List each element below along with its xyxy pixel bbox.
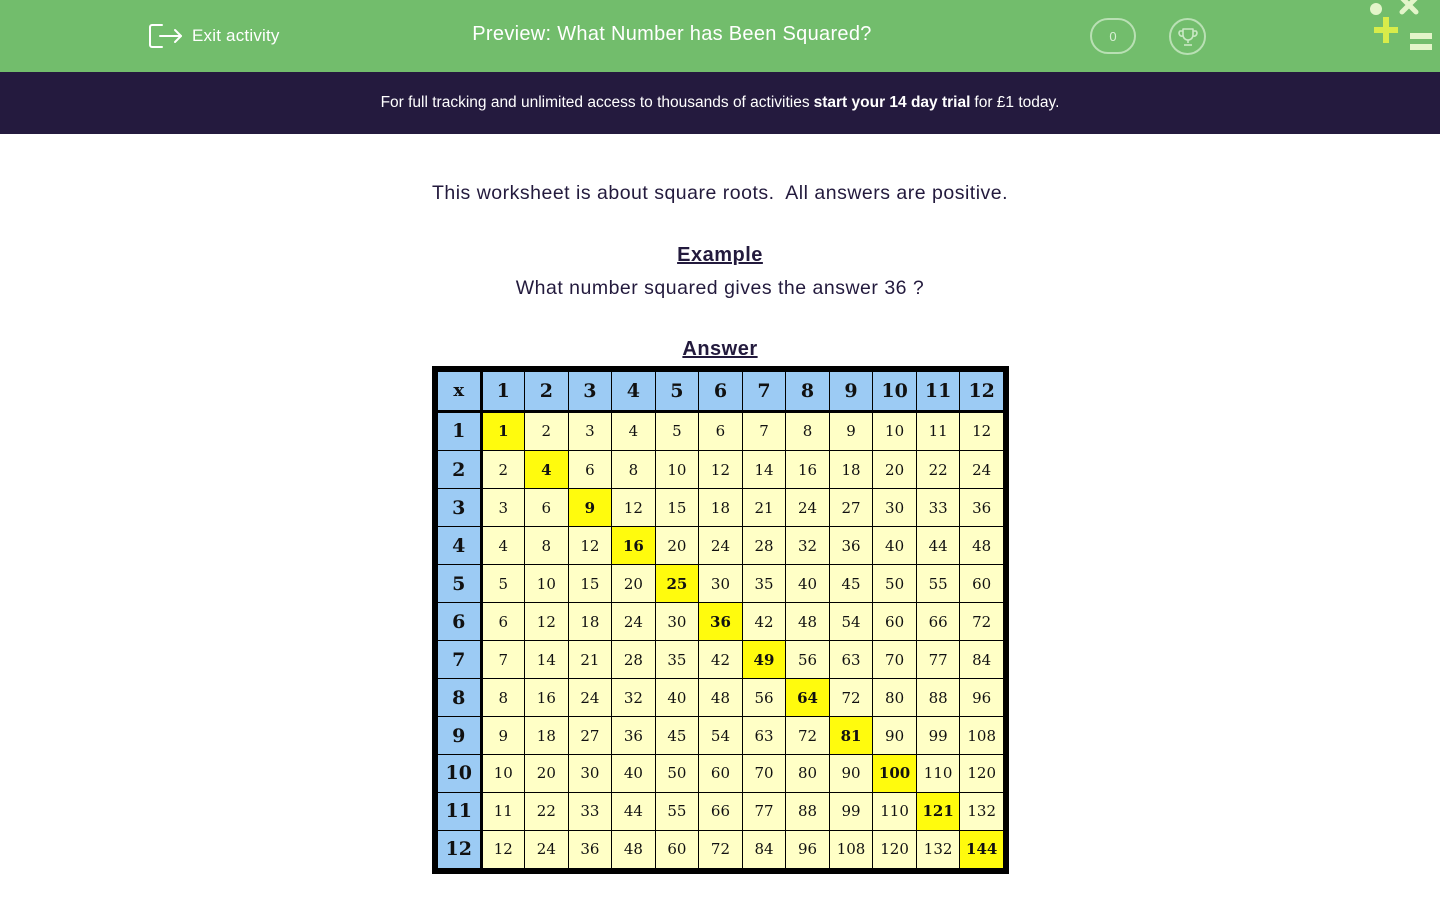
grid-row-header: 4 bbox=[438, 527, 482, 565]
multiplication-grid bbox=[432, 366, 1009, 874]
grid-cell: 88 bbox=[916, 679, 960, 717]
grid-row-header: 11 bbox=[438, 792, 482, 830]
grid-cell: 45 bbox=[655, 717, 699, 755]
grid-cell: 28 bbox=[612, 641, 656, 679]
grid-row-header: 5 bbox=[438, 565, 482, 603]
grid-cell: 3 bbox=[481, 489, 525, 527]
grid-column-header: 7 bbox=[742, 372, 786, 412]
grid-cell: 48 bbox=[612, 830, 656, 868]
exit-activity-label: Exit activity bbox=[192, 26, 280, 45]
grid-cell: 56 bbox=[742, 679, 786, 717]
grid-cell: 9 bbox=[481, 717, 525, 755]
grid-cell: 33 bbox=[916, 489, 960, 527]
grid-cell: 7 bbox=[481, 641, 525, 679]
grid-cell: 24 bbox=[699, 527, 743, 565]
grid-cell: 120 bbox=[873, 830, 917, 868]
grid-cell: 12 bbox=[568, 527, 612, 565]
grid-cell: 96 bbox=[960, 679, 1004, 717]
grid-cell: 4 bbox=[612, 411, 656, 451]
grid-cell: 18 bbox=[568, 603, 612, 641]
grid-row bbox=[438, 641, 1004, 679]
grid-column-header: 1 bbox=[481, 372, 525, 412]
grid-cell: 70 bbox=[742, 755, 786, 793]
grid-column-header: 10 bbox=[873, 372, 917, 412]
grid-cell: 77 bbox=[742, 792, 786, 830]
plus-times-equals-logo-icon bbox=[1360, 0, 1440, 60]
grid-cell: 50 bbox=[655, 755, 699, 793]
grid-cell: 24 bbox=[525, 830, 569, 868]
grid-cell: 18 bbox=[699, 489, 743, 527]
banner-text: For full tracking and unlimited access to thousands of activities bbox=[380, 94, 810, 111]
grid-cell: 72 bbox=[699, 830, 743, 868]
grid-cell: 84 bbox=[742, 830, 786, 868]
grid-column-header: 11 bbox=[916, 372, 960, 412]
grid-row-header: 12 bbox=[438, 830, 482, 868]
grid-cell: 42 bbox=[699, 641, 743, 679]
grid-cell: 72 bbox=[960, 603, 1004, 641]
grid-row bbox=[438, 411, 1004, 451]
grid-cell: 33 bbox=[568, 792, 612, 830]
grid-cell: 8 bbox=[786, 411, 830, 451]
grid-cell: 12 bbox=[481, 830, 525, 868]
trophy-icon bbox=[1177, 26, 1199, 48]
grid-cell: 35 bbox=[742, 565, 786, 603]
grid-cell: 2 bbox=[525, 411, 569, 451]
grid-cell: 72 bbox=[829, 679, 873, 717]
grid-cell: 96 bbox=[786, 830, 830, 868]
grid-cell: 84 bbox=[960, 641, 1004, 679]
grid-cell: 22 bbox=[525, 792, 569, 830]
grid-column-header: 3 bbox=[568, 372, 612, 412]
grid-square-cell: 36 bbox=[699, 603, 743, 641]
grid-cell: 90 bbox=[873, 717, 917, 755]
grid-cell: 40 bbox=[873, 527, 917, 565]
grid-cell: 66 bbox=[699, 792, 743, 830]
grid-cell: 132 bbox=[960, 792, 1004, 830]
grid-cell: 60 bbox=[699, 755, 743, 793]
grid-cell: 32 bbox=[786, 527, 830, 565]
grid-row bbox=[438, 527, 1004, 565]
grid-cell: 28 bbox=[742, 527, 786, 565]
grid-cell: 5 bbox=[481, 565, 525, 603]
grid-cell: 54 bbox=[829, 603, 873, 641]
grid-cell: 70 bbox=[873, 641, 917, 679]
grid-cell: 108 bbox=[960, 717, 1004, 755]
banner-price-text: for £1 today. bbox=[974, 94, 1060, 111]
grid-cell: 12 bbox=[960, 411, 1004, 451]
grid-row-header: 10 bbox=[438, 755, 482, 793]
grid-cell: 8 bbox=[612, 451, 656, 489]
grid-cell: 18 bbox=[525, 717, 569, 755]
grid-cell: 36 bbox=[960, 489, 1004, 527]
grid-square-cell: 25 bbox=[655, 565, 699, 603]
grid-cell: 21 bbox=[742, 489, 786, 527]
grid-square-cell: 100 bbox=[873, 755, 917, 793]
answer-heading: Answer bbox=[682, 338, 758, 360]
grid-column-header: 6 bbox=[699, 372, 743, 412]
grid-cell: 42 bbox=[742, 603, 786, 641]
grid-square-cell: 64 bbox=[786, 679, 830, 717]
grid-cell: 15 bbox=[655, 489, 699, 527]
grid-cell: 48 bbox=[786, 603, 830, 641]
grid-cell: 24 bbox=[612, 603, 656, 641]
grid-cell: 56 bbox=[786, 641, 830, 679]
grid-row bbox=[438, 792, 1004, 830]
grid-cell: 20 bbox=[655, 527, 699, 565]
grid-cell: 4 bbox=[481, 527, 525, 565]
grid-cell: 20 bbox=[873, 451, 917, 489]
grid-cell: 48 bbox=[699, 679, 743, 717]
grid-square-cell: 9 bbox=[568, 489, 612, 527]
grid-cell: 30 bbox=[699, 565, 743, 603]
grid-cell: 11 bbox=[481, 792, 525, 830]
grid-cell: 110 bbox=[916, 755, 960, 793]
grid-column-header: 2 bbox=[525, 372, 569, 412]
grid-row-header: 1 bbox=[438, 411, 482, 451]
example-heading: Example bbox=[677, 244, 763, 266]
grid-row bbox=[438, 451, 1004, 489]
grid-cell: 10 bbox=[655, 451, 699, 489]
multiplication-table bbox=[437, 371, 1004, 869]
grid-cell: 27 bbox=[568, 717, 612, 755]
grid-square-cell: 4 bbox=[525, 451, 569, 489]
grid-column-header: 8 bbox=[786, 372, 830, 412]
grid-cell: 8 bbox=[481, 679, 525, 717]
grid-cell: 63 bbox=[742, 717, 786, 755]
grid-cell: 110 bbox=[873, 792, 917, 830]
grid-cell: 50 bbox=[873, 565, 917, 603]
grid-cell: 16 bbox=[786, 451, 830, 489]
grid-cell: 30 bbox=[568, 755, 612, 793]
grid-row-header: 8 bbox=[438, 679, 482, 717]
grid-cell: 27 bbox=[829, 489, 873, 527]
grid-cell: 44 bbox=[916, 527, 960, 565]
grid-cell: 10 bbox=[873, 411, 917, 451]
grid-cell: 30 bbox=[873, 489, 917, 527]
top-bar bbox=[0, 0, 1440, 72]
grid-cell: 66 bbox=[916, 603, 960, 641]
grid-cell: 40 bbox=[786, 565, 830, 603]
grid-cell: 132 bbox=[916, 830, 960, 868]
grid-cell: 16 bbox=[525, 679, 569, 717]
grid-cell: 15 bbox=[568, 565, 612, 603]
grid-cell: 30 bbox=[655, 603, 699, 641]
grid-cell: 48 bbox=[960, 527, 1004, 565]
grid-row bbox=[438, 679, 1004, 717]
score-badge: 0 bbox=[1090, 18, 1136, 54]
grid-column-header: 5 bbox=[655, 372, 699, 412]
grid-cell: 77 bbox=[916, 641, 960, 679]
grid-cell: 24 bbox=[960, 451, 1004, 489]
grid-cell: 6 bbox=[481, 603, 525, 641]
page-title: Preview: What Number has Been Squared? bbox=[472, 23, 872, 45]
grid-cell: 40 bbox=[655, 679, 699, 717]
grid-cell: 14 bbox=[525, 641, 569, 679]
grid-cell: 45 bbox=[829, 565, 873, 603]
grid-header-row bbox=[438, 372, 1004, 412]
grid-row-header: 7 bbox=[438, 641, 482, 679]
grid-cell: 44 bbox=[612, 792, 656, 830]
grid-cell: 120 bbox=[960, 755, 1004, 793]
grid-cell: 21 bbox=[568, 641, 612, 679]
grid-cell: 22 bbox=[916, 451, 960, 489]
grid-cell: 36 bbox=[829, 527, 873, 565]
grid-square-cell: 16 bbox=[612, 527, 656, 565]
grid-cell: 60 bbox=[960, 565, 1004, 603]
grid-cell: 3 bbox=[568, 411, 612, 451]
grid-cell: 11 bbox=[916, 411, 960, 451]
start-trial-link[interactable]: start your 14 day trial bbox=[813, 94, 971, 111]
grid-cell: 2 bbox=[481, 451, 525, 489]
grid-column-header: 12 bbox=[960, 372, 1004, 412]
grid-cell: 6 bbox=[699, 411, 743, 451]
trophy-button[interactable] bbox=[1169, 18, 1206, 55]
grid-cell: 60 bbox=[655, 830, 699, 868]
grid-cell: 14 bbox=[742, 451, 786, 489]
grid-cell: 20 bbox=[612, 565, 656, 603]
grid-cell: 10 bbox=[481, 755, 525, 793]
grid-corner-cell: x bbox=[438, 372, 482, 412]
grid-cell: 80 bbox=[786, 755, 830, 793]
grid-square-cell: 49 bbox=[742, 641, 786, 679]
grid-row-header: 3 bbox=[438, 489, 482, 527]
grid-row-header: 9 bbox=[438, 717, 482, 755]
grid-cell: 36 bbox=[612, 717, 656, 755]
grid-cell: 99 bbox=[829, 792, 873, 830]
grid-cell: 80 bbox=[873, 679, 917, 717]
grid-cell: 6 bbox=[568, 451, 612, 489]
grid-row bbox=[438, 603, 1004, 641]
grid-row bbox=[438, 755, 1004, 793]
grid-square-cell: 81 bbox=[829, 717, 873, 755]
grid-cell: 108 bbox=[829, 830, 873, 868]
grid-square-cell: 1 bbox=[481, 411, 525, 451]
grid-square-cell: 121 bbox=[916, 792, 960, 830]
grid-cell: 63 bbox=[829, 641, 873, 679]
grid-cell: 12 bbox=[612, 489, 656, 527]
grid-row-header: 6 bbox=[438, 603, 482, 641]
grid-cell: 36 bbox=[568, 830, 612, 868]
grid-cell: 20 bbox=[525, 755, 569, 793]
grid-cell: 12 bbox=[699, 451, 743, 489]
grid-row bbox=[438, 489, 1004, 527]
grid-row bbox=[438, 717, 1004, 755]
grid-cell: 24 bbox=[786, 489, 830, 527]
grid-cell: 5 bbox=[655, 411, 699, 451]
grid-cell: 88 bbox=[786, 792, 830, 830]
grid-cell: 10 bbox=[525, 565, 569, 603]
grid-cell: 9 bbox=[829, 411, 873, 451]
grid-cell: 6 bbox=[525, 489, 569, 527]
grid-cell: 12 bbox=[525, 603, 569, 641]
grid-cell: 90 bbox=[829, 755, 873, 793]
grid-column-header: 9 bbox=[829, 372, 873, 412]
grid-cell: 7 bbox=[742, 411, 786, 451]
grid-cell: 24 bbox=[568, 679, 612, 717]
question-text: What number squared gives the answer 36 ? bbox=[515, 277, 925, 299]
grid-row bbox=[438, 565, 1004, 603]
grid-cell: 40 bbox=[612, 755, 656, 793]
grid-cell: 55 bbox=[655, 792, 699, 830]
grid-row bbox=[438, 830, 1004, 868]
grid-cell: 60 bbox=[873, 603, 917, 641]
trial-banner bbox=[0, 72, 1440, 134]
grid-cell: 32 bbox=[612, 679, 656, 717]
grid-cell: 35 bbox=[655, 641, 699, 679]
grid-square-cell: 144 bbox=[960, 830, 1004, 868]
grid-cell: 54 bbox=[699, 717, 743, 755]
grid-cell: 18 bbox=[829, 451, 873, 489]
grid-column-header: 4 bbox=[612, 372, 656, 412]
grid-cell: 55 bbox=[916, 565, 960, 603]
grid-cell: 8 bbox=[525, 527, 569, 565]
grid-cell: 72 bbox=[786, 717, 830, 755]
grid-cell: 99 bbox=[916, 717, 960, 755]
grid-row-header: 2 bbox=[438, 451, 482, 489]
worksheet-intro: This worksheet is about square roots. All answers are positive. bbox=[431, 182, 1009, 204]
